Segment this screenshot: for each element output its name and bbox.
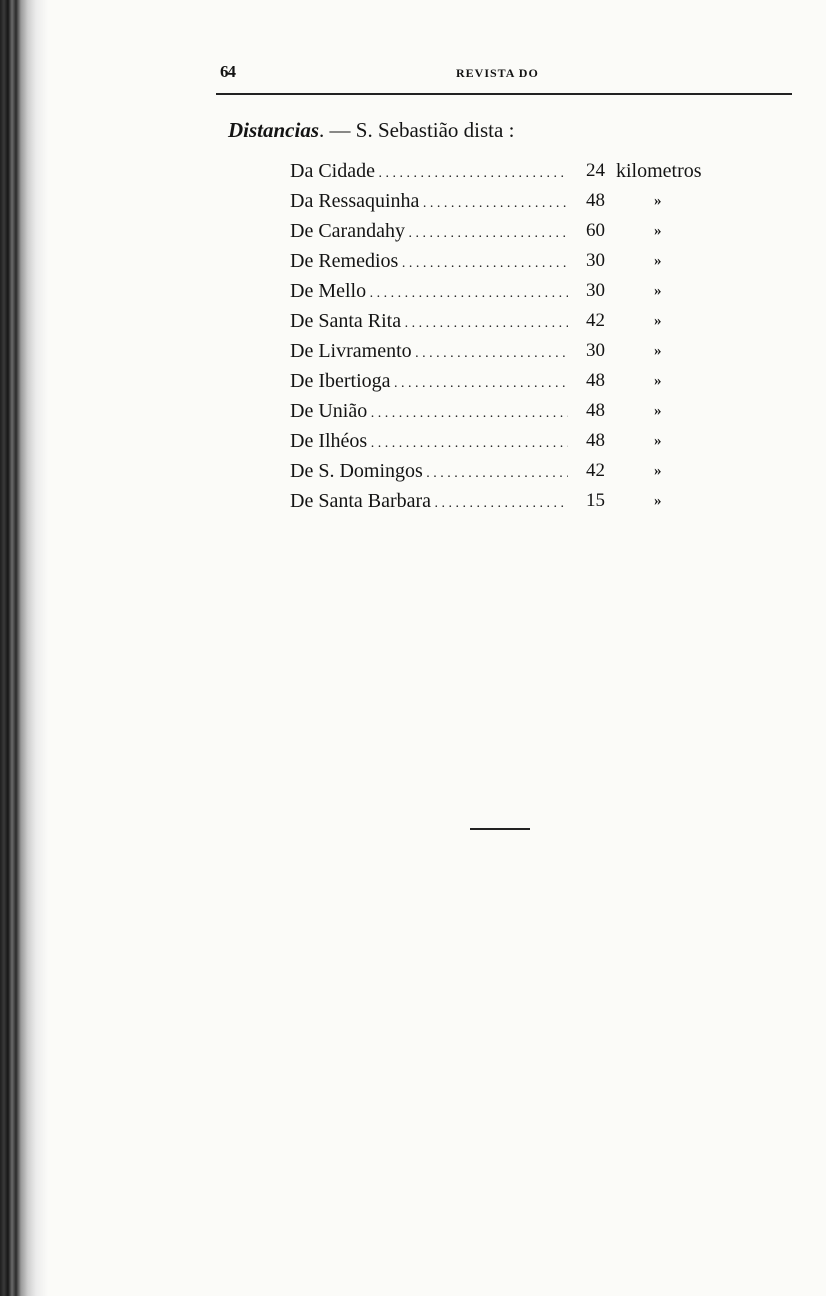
distance-place: De Santa Rita . . . (290, 306, 568, 339)
distance-unit: » (654, 283, 662, 299)
distance-place: De Ibertioga . . . (290, 366, 568, 399)
distance-row (290, 246, 730, 276)
distance-unit: » (654, 493, 662, 509)
distance-value: 60 (586, 220, 605, 241)
distance-unit: kilometros (616, 160, 702, 182)
distance-row (290, 426, 730, 456)
distance-value: 30 (586, 340, 605, 361)
distance-value: 42 (586, 460, 605, 481)
distance-row (290, 456, 730, 486)
distance-unit: » (654, 403, 662, 419)
distance-unit: » (654, 463, 662, 479)
distance-place: De Carandahy . . . (290, 216, 568, 249)
distance-value: 48 (586, 400, 605, 421)
distance-value: 24 (586, 160, 605, 181)
distance-place: De Ilhéos . . . (290, 426, 568, 459)
distance-value: 48 (586, 370, 605, 391)
book-gutter-shadow (0, 0, 48, 1296)
running-head: REVISTA DO (456, 66, 539, 80)
distance-row (290, 186, 730, 216)
distance-row (290, 156, 730, 186)
distance-unit: » (654, 343, 662, 359)
distance-row (290, 306, 730, 336)
distance-unit: » (654, 253, 662, 269)
distance-unit: » (654, 313, 662, 329)
distance-unit: » (654, 223, 662, 239)
distance-value: 30 (586, 280, 605, 301)
distance-row (290, 366, 730, 396)
distance-place: De S. Domingos . . . (290, 456, 568, 489)
distance-value: 42 (586, 310, 605, 331)
header-rule (216, 93, 792, 95)
distance-row (290, 396, 730, 426)
distance-unit: » (654, 373, 662, 389)
distance-unit: » (654, 433, 662, 449)
distance-value: 30 (586, 250, 605, 271)
distance-row (290, 276, 730, 306)
distance-value: 48 (586, 430, 605, 451)
distance-value: 15 (586, 490, 605, 511)
section-end-rule (470, 828, 530, 830)
distance-place: De Santa Barbara . . . (290, 486, 568, 519)
distance-table (290, 156, 730, 516)
distance-row (290, 486, 730, 516)
distance-unit: » (654, 193, 662, 209)
distances-intro (228, 118, 514, 143)
distance-place: Da Ressaquinha . . . (290, 186, 568, 219)
distance-place: De Livramento . . . (290, 336, 568, 369)
distance-place: De Remedios . . . (290, 246, 568, 279)
page-number: 64 (220, 62, 235, 81)
distances-intro-text: . — S. Sebastião dista : (319, 118, 515, 142)
distance-value: 48 (586, 190, 605, 211)
distance-place: Da Cidade . . . (290, 156, 568, 189)
distance-row (290, 336, 730, 366)
distance-row (290, 216, 730, 246)
distance-place: De Mello . . . (290, 276, 568, 309)
distances-heading: Distancias (228, 118, 320, 142)
distance-place: De União . . . (290, 396, 568, 429)
